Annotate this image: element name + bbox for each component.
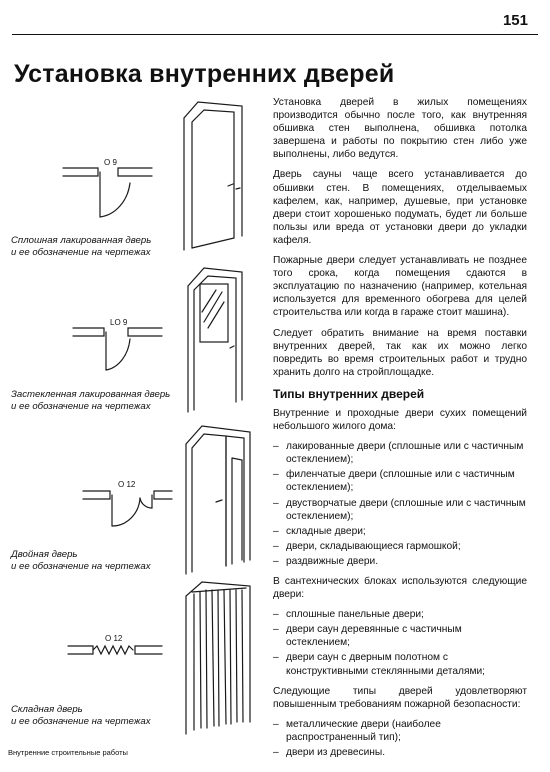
glass-hatching [202, 290, 224, 328]
page-number: 151 [502, 12, 528, 29]
section-heading: Типы внутренних дверей [273, 386, 425, 401]
footer-section-title: Внутренние строительные работы [8, 748, 128, 757]
list-item: – двустворчатые двери (сплошные или с частичным остеклением); [273, 497, 527, 523]
list-item: – двери из древесины. [273, 746, 527, 759]
paragraph: В сантехнических блоках используются следующие двери: [273, 576, 527, 601]
plan-label: O 9 [104, 158, 117, 167]
list-item: – двери саун деревянные с частичным остеклением; [273, 623, 527, 649]
folding-door-plan-symbol [65, 632, 165, 666]
plan-wall-right [118, 168, 152, 176]
list-item: – раздвижные двери. [273, 555, 527, 568]
door-frame [184, 102, 242, 250]
double-door-plan-symbol [80, 478, 175, 536]
list-item: – двери саун с дверным полотном с конструктивными стеклянными деталями; [273, 651, 527, 677]
list-item: – двери, складывающиеся гармошкой; [273, 540, 527, 553]
folding-pleats [194, 590, 243, 730]
paragraph: Пожарные двери следует устанавливать не позднее того срока, когда помещения сдаются в эксплуатацию по назначению (например, котельная используется для временного обогрева для целей строительства или когда в гараже стоит машина). [273, 255, 527, 319]
paragraph: Следует обратить внимание на время поставки внутренних дверей, так как их можно легко повредить во время строительных работ и трудно хранить долго на стройплощадке. [273, 327, 527, 378]
door-handle [230, 346, 234, 348]
caption-line: Двойная дверь [11, 549, 78, 560]
plan-label: O 12 [118, 480, 136, 489]
page-title: Установка внутренних дверей [14, 60, 395, 88]
plan-swing-arc-main [112, 498, 140, 526]
solid-door-plan-symbol [60, 155, 155, 230]
caption-line: Складная дверь [11, 704, 83, 715]
caption-line: и ее обозначение на чертежах [11, 247, 151, 258]
door-handle-lever [228, 184, 233, 186]
glazed-door-drawing [178, 262, 258, 418]
paragraph: Дверь сауны чаще всего устанавливается до обшивки стен. В помещениях, отделываемых кафелем, как, например, душевые, при установке двери стоит хорошенько подумать, будет ли больше пользы или вреда от установки двери до укладки кафеля. [273, 169, 527, 246]
door-leaf-side [226, 436, 244, 566]
caption-line: и ее обозначение на чертежах [11, 561, 151, 572]
figure-caption-2 [11, 389, 170, 413]
plan-zigzag [93, 646, 133, 654]
door-frame [186, 426, 250, 574]
header-rule [12, 34, 538, 35]
plan-label: O 12 [105, 634, 123, 643]
plan-label: LO 9 [110, 318, 128, 327]
body-text [273, 96, 527, 766]
plan-wall-left [68, 646, 93, 654]
plan-wall-right [128, 328, 162, 336]
plan-swing-arc [106, 339, 130, 370]
door-leaf-main [192, 434, 226, 572]
paragraph: Установка дверей в жилых помещениях производится обычно после того, как внутренняя обшивка стен выполнена, обшивка потолка завершена и работы по покрытию стен либо уже выполнены, либо ведутся. [273, 97, 527, 161]
plan-wall-left [63, 168, 98, 176]
list-item: – складные двери; [273, 525, 527, 538]
figure-caption-3 [11, 549, 151, 573]
sanitary-doors-list [273, 608, 527, 677]
door-handle [236, 188, 240, 189]
list-item: – сплошные панельные двери; [273, 608, 527, 621]
door-bottom-edge [192, 238, 234, 248]
paragraph: Следующие типы дверей удовлетворяют повышенным требованиям пожарной безопасности: [273, 685, 527, 710]
caption-line: Сплошная лакированная дверь [11, 235, 152, 246]
solid-door-drawing [178, 98, 256, 256]
door-frame [188, 268, 242, 412]
plan-swing-arc [100, 183, 130, 217]
figure-caption-4 [11, 704, 151, 728]
plan-wall-right [135, 646, 162, 654]
double-door-drawing [176, 422, 258, 580]
door-types-list [273, 440, 527, 568]
fire-doors-list [273, 718, 527, 759]
list-item: – лакированные двери (сплошные или с частичным остеклением); [273, 440, 527, 466]
caption-line: и ее обозначение на чертежах [11, 401, 151, 412]
side-leaf-panel [232, 458, 242, 564]
glazed-door-plan-symbol [70, 315, 165, 380]
door-leaf [192, 110, 234, 248]
door-handle [216, 500, 222, 502]
plan-swing-arc-side [140, 498, 152, 508]
caption-line: и ее обозначение на чертежах [11, 716, 151, 727]
paragraph: Внутренние и проходные двери сухих помещений небольшого жилого дома: [273, 407, 527, 433]
figure-caption-1 [11, 235, 151, 259]
plan-wall-left [73, 328, 104, 336]
list-item: – металлические двери (наиболее распространенный тип); [273, 718, 527, 744]
folding-rail [192, 588, 246, 592]
caption-line: Застекленная лакированная дверь [11, 389, 171, 400]
list-item: – филенчатые двери (сплошные или с частичным остеклением); [273, 468, 527, 494]
plan-wall-right [154, 491, 172, 499]
plan-wall-left [83, 491, 110, 499]
folding-door-drawing [176, 578, 258, 738]
